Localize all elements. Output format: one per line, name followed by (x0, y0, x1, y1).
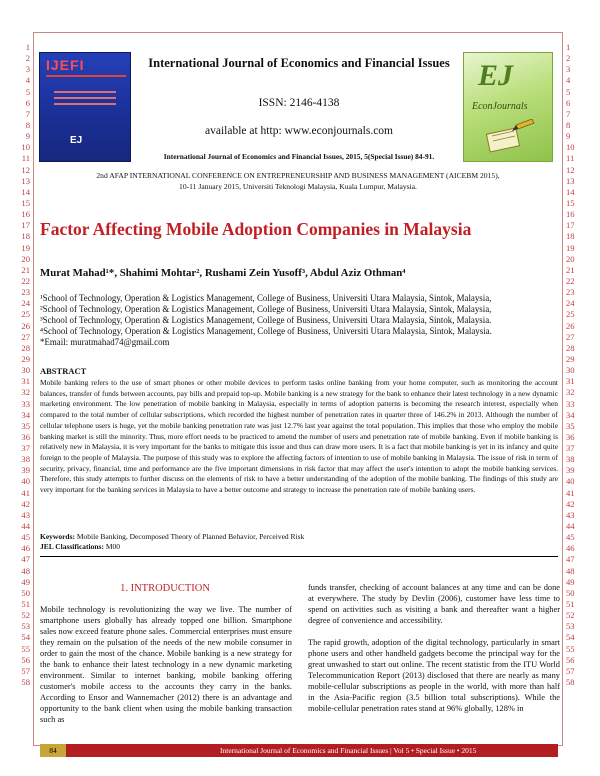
page-number: 84 (40, 744, 66, 757)
line-number: 30 (21, 365, 30, 376)
line-number: 6 (25, 97, 30, 108)
line-number: 34 (21, 409, 30, 420)
affiliation-4: ⁴School of Technology, Operation & Logistics Management, College of Business, Universiti Utara Malaysia, Sintok, Malaysia. (40, 326, 492, 337)
line-number: 13 (21, 175, 30, 186)
line-number: 4 (25, 75, 30, 86)
line-number: 14 (21, 186, 30, 197)
line-number: 26 (566, 320, 575, 331)
line-number: 55 (21, 643, 30, 654)
econjournals-logo-ej: EJ (478, 59, 514, 92)
line-number: 2 (566, 53, 571, 64)
line-number: 35 (21, 420, 30, 431)
paragraph: Mobile technology is revolutionizing the way we live. The number of smartphone users globally has already topped one billion. Smartphone sales now exceed feature phone sales. Commercial enterprises must ensure they remain on the pulsation of the needs of the new mobile consumer in order to gain the most of the chance. Mobile banking is a new strategy for the bank to enhance their latest technology in a new dynamic marketing environment. Similar to internet banking, mobile banking offering customer's mobile access to the accounts they carry in the banks. According to Ensor and Wannemacher (2012) there is an advantage and opportunity to the bank client when using the mobile banking transaction such as (40, 605, 292, 725)
line-number: 57 (21, 665, 30, 676)
line-number: 8 (25, 119, 30, 130)
line-number: 3 (566, 64, 571, 75)
line-number: 45 (21, 532, 30, 543)
corresponding-email[interactable]: *Email: muratmahad74@gmail.com (40, 337, 170, 348)
line-number: 1 (566, 42, 571, 52)
line-number: 51 (21, 599, 30, 610)
journal-citation: International Journal of Economics and Financial Issues, 2015, 5(Special Issue) 84-91. (163, 152, 435, 161)
ijefi-logo-text: IJEFI (46, 57, 85, 73)
line-number: 16 (566, 209, 575, 220)
line-number: 31 (566, 376, 575, 387)
line-number: 42 (566, 498, 575, 509)
jel-label: JEL Classifications: (40, 542, 104, 551)
line-number: 17 (21, 220, 30, 231)
line-number: 6 (566, 97, 571, 108)
issn: ISSN: 2146-4138 (258, 97, 340, 109)
line-number: 19 (566, 242, 575, 253)
line-number: 16 (21, 209, 30, 220)
line-number: 33 (566, 398, 575, 409)
line-number: 26 (21, 320, 30, 331)
line-number: 30 (566, 365, 575, 376)
line-number: 47 (21, 554, 30, 565)
line-number: 49 (21, 576, 30, 587)
line-number: 24 (21, 298, 30, 309)
line-number: 57 (566, 665, 575, 676)
pen-and-paper-icon (482, 119, 538, 153)
line-number: 51 (566, 599, 575, 610)
line-number: 36 (21, 431, 30, 442)
paragraph: The rapid growth, adoption of the digital technology, particularly in smart phone users and other handheld gadgets become the principal way for the great unwashed to start out online. The recent statistic from the ITU World Telecommunication Report (2013) disclosed that there are nearly as many mobile-cellular subscriptions as people in the world, with more than half in the Asia-Pacific region (3.5 billion total subscriptions). While the mobile-cellular penetration rates stand at 96% globally, 128% in (308, 638, 560, 714)
line-number: 32 (566, 387, 575, 398)
line-number: 12 (21, 164, 30, 175)
line-number: 48 (21, 565, 30, 576)
affiliation-2: ²School of Technology, Operation & Logistics Management, College of Business, Universiti Utara Malaysia, Sintok, Malaysia, (40, 304, 492, 315)
line-number: 25 (566, 309, 575, 320)
line-number: 43 (566, 509, 575, 520)
line-number: 28 (566, 342, 575, 353)
line-number: 8 (566, 119, 571, 130)
line-number: 12 (566, 164, 575, 175)
line-number: 37 (21, 443, 30, 454)
line-number: 40 (566, 476, 575, 487)
body-column-left (40, 604, 292, 726)
availability-url[interactable]: available at http: www.econjournals.com (205, 125, 393, 137)
paragraph: funds transfer, checking of account balances at any time and can be done at everywhere. The study by Devlin (2006), customer have less time to spend on activities such as visiting a bank and thereafter want a higher degree of convenience and accessibility. (308, 583, 560, 626)
line-number: 49 (566, 576, 575, 587)
line-number: 20 (21, 253, 30, 264)
line-number: 24 (566, 298, 575, 309)
line-number: 23 (566, 287, 575, 298)
line-number: 53 (21, 621, 30, 632)
journal-title: International Journal of Economics and Financial Issues (148, 56, 450, 70)
line-number: 29 (21, 353, 30, 364)
line-number: 23 (21, 287, 30, 298)
line-number: 18 (21, 231, 30, 242)
line-number: 17 (566, 220, 575, 231)
line-number: 54 (566, 632, 575, 643)
line-number: 21 (566, 264, 575, 275)
line-number: 10 (566, 142, 575, 153)
line-number: 50 (21, 587, 30, 598)
ijefi-logo-ej: EJ (70, 135, 83, 146)
line-number: 47 (566, 554, 575, 565)
line-number: 5 (25, 86, 30, 97)
line-number: 29 (566, 353, 575, 364)
line-number: 28 (21, 342, 30, 353)
line-number: 15 (21, 197, 30, 208)
line-number: 52 (21, 610, 30, 621)
line-number: 38 (566, 454, 575, 465)
line-number: 54 (21, 632, 30, 643)
line-numbers-left (10, 42, 30, 688)
abstract-text: Mobile banking refers to the use of smart phones or other mobile devices to perform tasks online banking from your home computer, such as monitoring the account balances, transfer of funds between accounts, pay bills and prepaid top-up. Mobile banking is a new strategy for the bank to enhance their latest technology in a new dynamic marketing environment. The low penetration of mobile banking in Malaysia, especially in terms of adoption patterns is becoming the research interest, especially when compared to the total number of cellular subscriptions, which recorded the highest number of penetration rates in quarter three of 146.2% in 2013. Although the number of cellular telephone users is huge, yet the mobile banking penetration rate was just 12.7% last year against the total population. This implies that those who employ the mobile banking market is still the minority. Thus, more effort needs to be practiced to amend the number of users and penetration rate of mobile banking. Even if mobile banking is relatively new in Malaysia, it is very important for the banks to mitigate this issue and thus can draw more users. It is a fact that mobile banking is yet in its infancy and quite foreign to the people of Malaysia. The purpose of this study was to explore the affecting factors of intention to use of mobile banking in Malaysia. The issue of risk in term of security, privacy, financial, time and performance are the five important dimensions in risk factor that may affect the user's intention to adopt the mobile banking services. Therefore, this study attempts to further discuss on the elements of risk to have a better understanding of the adoption of the mobile banking. The findings of this study are very important for the banking services in Malaysia to have a better outcome and strategy to increase the penetration rate of mobile banking users. (40, 378, 558, 495)
line-number: 44 (566, 521, 575, 532)
line-number: 11 (566, 153, 575, 164)
line-number: 46 (21, 543, 30, 554)
line-number: 1 (25, 42, 30, 52)
line-number: 39 (21, 465, 30, 476)
line-numbers-right (566, 42, 586, 688)
line-number: 7 (25, 108, 30, 119)
line-number: 22 (566, 275, 575, 286)
line-number: 36 (566, 431, 575, 442)
affiliations (40, 293, 492, 348)
line-number: 42 (21, 498, 30, 509)
line-number: 7 (566, 108, 571, 119)
line-number: 40 (21, 476, 30, 487)
line-number: 20 (566, 253, 575, 264)
line-number: 3 (25, 64, 30, 75)
keywords-value: Mobile Banking, Decomposed Theory of Planned Behavior, Perceived Risk (75, 532, 305, 541)
line-number: 13 (566, 175, 575, 186)
line-number: 14 (566, 186, 575, 197)
line-number: 37 (566, 443, 575, 454)
line-number: 43 (21, 509, 30, 520)
footer-journal-text: International Journal of Economics and Financial Issues | Vol 5 • Special Issue • 2015 (220, 746, 477, 755)
line-number: 39 (566, 465, 575, 476)
ijefi-journal-cover-logo (39, 52, 131, 162)
line-number: 56 (566, 654, 575, 665)
paper-title: Factor Affecting Mobile Adoption Companies in Malaysia (40, 219, 472, 239)
line-number: 9 (566, 131, 571, 142)
line-number: 35 (566, 420, 575, 431)
section-title-introduction: 1. INTRODUCTION (120, 583, 210, 594)
line-number: 45 (566, 532, 575, 543)
line-number: 10 (21, 142, 30, 153)
jel-value: M00 (103, 542, 121, 551)
keywords-label: Keywords: (40, 532, 75, 541)
line-number: 58 (566, 677, 575, 688)
econjournals-logo-name: EconJournals (472, 101, 528, 112)
line-number: 2 (25, 53, 30, 64)
line-number: 9 (25, 131, 30, 142)
line-number: 34 (566, 409, 575, 420)
line-number: 4 (566, 75, 571, 86)
line-number: 25 (21, 309, 30, 320)
page-footer (40, 744, 558, 757)
line-number: 44 (21, 521, 30, 532)
line-number: 41 (566, 487, 575, 498)
authors: Murat Mahad¹*, Shahimi Mohtar², Rushami Zein Yusoff³, Abdul Aziz Othman⁴ (40, 267, 406, 279)
section-divider (40, 556, 558, 557)
conference-line-2: 10-11 January 2015, Universiti Teknologi Malaysia, Kuala Lumpur, Malaysia. (179, 182, 417, 191)
affiliation-3: ³School of Technology, Operation & Logistics Management, College of Business, Universiti Utara Malaysia, Sintok, Malaysia. (40, 315, 492, 326)
line-number: 27 (566, 331, 575, 342)
line-number: 18 (566, 231, 575, 242)
econjournals-logo (463, 52, 553, 162)
line-number: 41 (21, 487, 30, 498)
line-number: 56 (21, 654, 30, 665)
line-number: 48 (566, 565, 575, 576)
line-number: 58 (21, 677, 30, 688)
body-column-right (308, 582, 560, 715)
line-number: 33 (21, 398, 30, 409)
line-number: 27 (21, 331, 30, 342)
line-number: 22 (21, 275, 30, 286)
line-number: 38 (21, 454, 30, 465)
keywords-block (40, 532, 304, 552)
line-number: 15 (566, 197, 575, 208)
conference-line-1: 2nd AFAP INTERNATIONAL CONFERENCE ON ENTREPRENEURSHIP AND BUSINESS MANAGEMENT (AICEBM 2015), (96, 171, 500, 180)
line-number: 53 (566, 621, 575, 632)
conference-info (48, 170, 548, 192)
line-number: 55 (566, 643, 575, 654)
abstract-heading: ABSTRACT (40, 366, 87, 376)
line-number: 46 (566, 543, 575, 554)
line-number: 5 (566, 86, 571, 97)
line-number: 31 (21, 376, 30, 387)
line-number: 21 (21, 264, 30, 275)
line-number: 52 (566, 610, 575, 621)
line-number: 32 (21, 387, 30, 398)
line-number: 50 (566, 587, 575, 598)
affiliation-1: ¹School of Technology, Operation & Logistics Management, College of Business, Universiti Utara Malaysia, Sintok, Malaysia, (40, 293, 492, 303)
line-number: 19 (21, 242, 30, 253)
line-number: 11 (21, 153, 30, 164)
